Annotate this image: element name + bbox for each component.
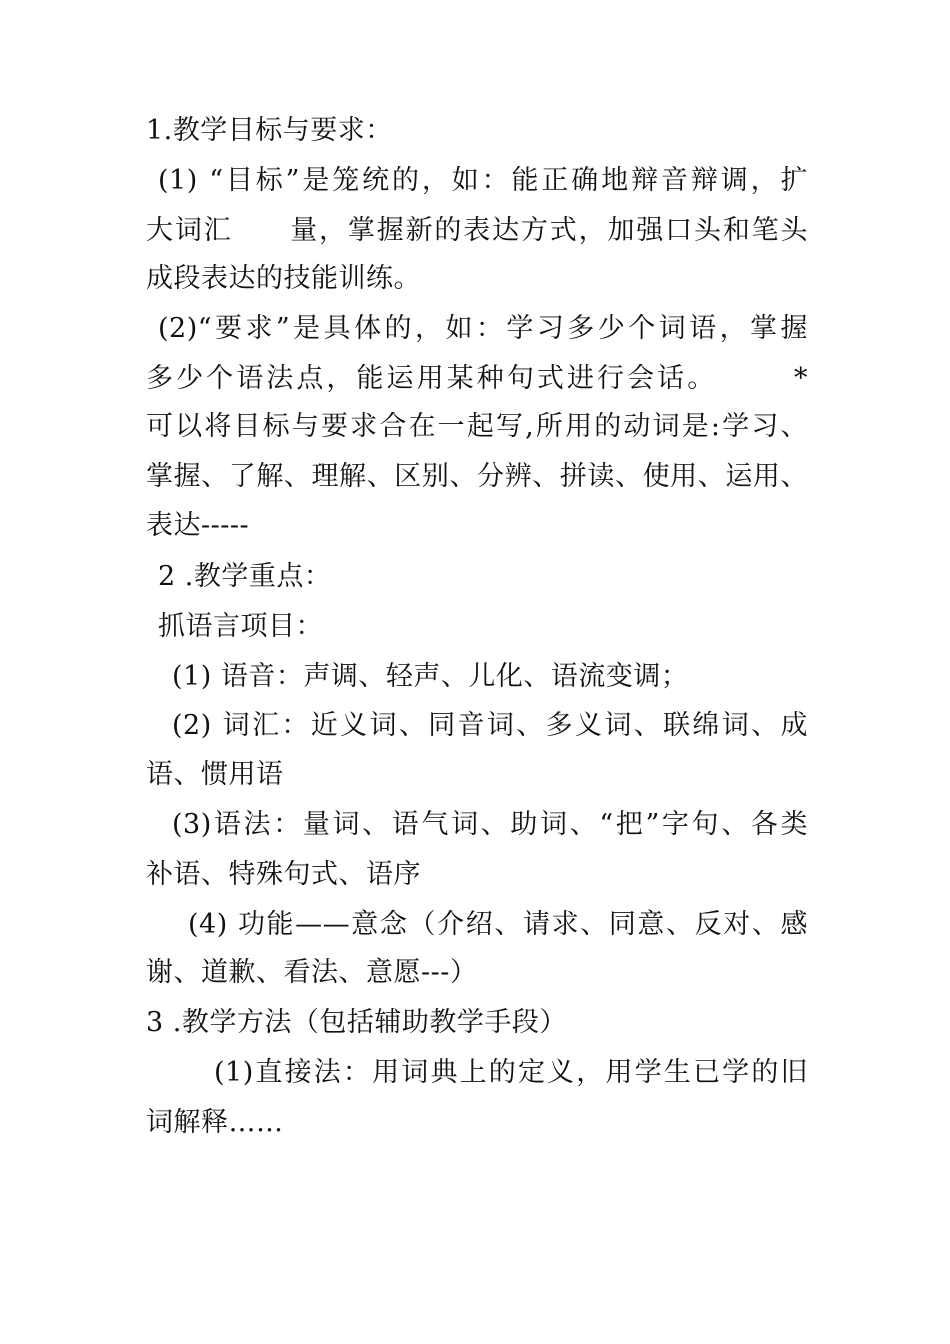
paragraph-line: 掌握、了解、理解、区别、分辨、拼读、使用、运用、 — [146, 461, 808, 492]
paragraph-line: (2)“要求”是具体的，如：学习多少个词语，掌握 — [158, 313, 808, 344]
paragraph-line: 多少个语法点，能运用某种句式进行会话。 * — [146, 363, 808, 394]
paragraph-line: 抓语言项目： — [158, 611, 323, 642]
paragraph-line: 可以将目标与要求合在一起写,所用的动词是:学习、 — [146, 411, 808, 442]
section-heading-objectives: 1.教学目标与要求： — [146, 115, 393, 146]
paragraph-line: 补语、特殊句式、语序 — [146, 859, 421, 890]
section-heading-key-points: 2 .教学重点： — [158, 561, 332, 592]
paragraph-line: 语、惯用语 — [146, 759, 284, 790]
list-item-vocabulary: (2) 词汇：近义词、同音词、多义词、联绵词、成 — [172, 710, 808, 741]
paragraph-line: 大词汇 量，掌握新的表达方式，加强口头和笔头 — [146, 215, 808, 246]
paragraph-line: 表达----- — [146, 510, 250, 541]
paragraph-line: 词解释…… — [146, 1107, 284, 1138]
section-heading-methods: 3 .教学方法（包括辅助教学手段） — [146, 1007, 567, 1038]
paragraph-line: 成段表达的技能训练。 — [146, 263, 421, 294]
list-item-function: (4) 功能——意念（介绍、请求、同意、反对、感 — [188, 909, 808, 940]
list-item-phonetics: (1) 语音：声调、轻声、儿化、语流变调； — [172, 661, 689, 692]
list-item-direct-method: (1)直接法：用词典上的定义，用学生已学的旧 — [214, 1057, 808, 1088]
paragraph-line: (1) “目标”是笼统的，如：能正确地辩音辩调，扩 — [158, 165, 808, 196]
paragraph-line: 谢、道歉、看法、意愿---） — [146, 957, 478, 988]
list-item-grammar: (3)语法：量词、语气词、助词、“把”字句、各类 — [172, 809, 808, 840]
